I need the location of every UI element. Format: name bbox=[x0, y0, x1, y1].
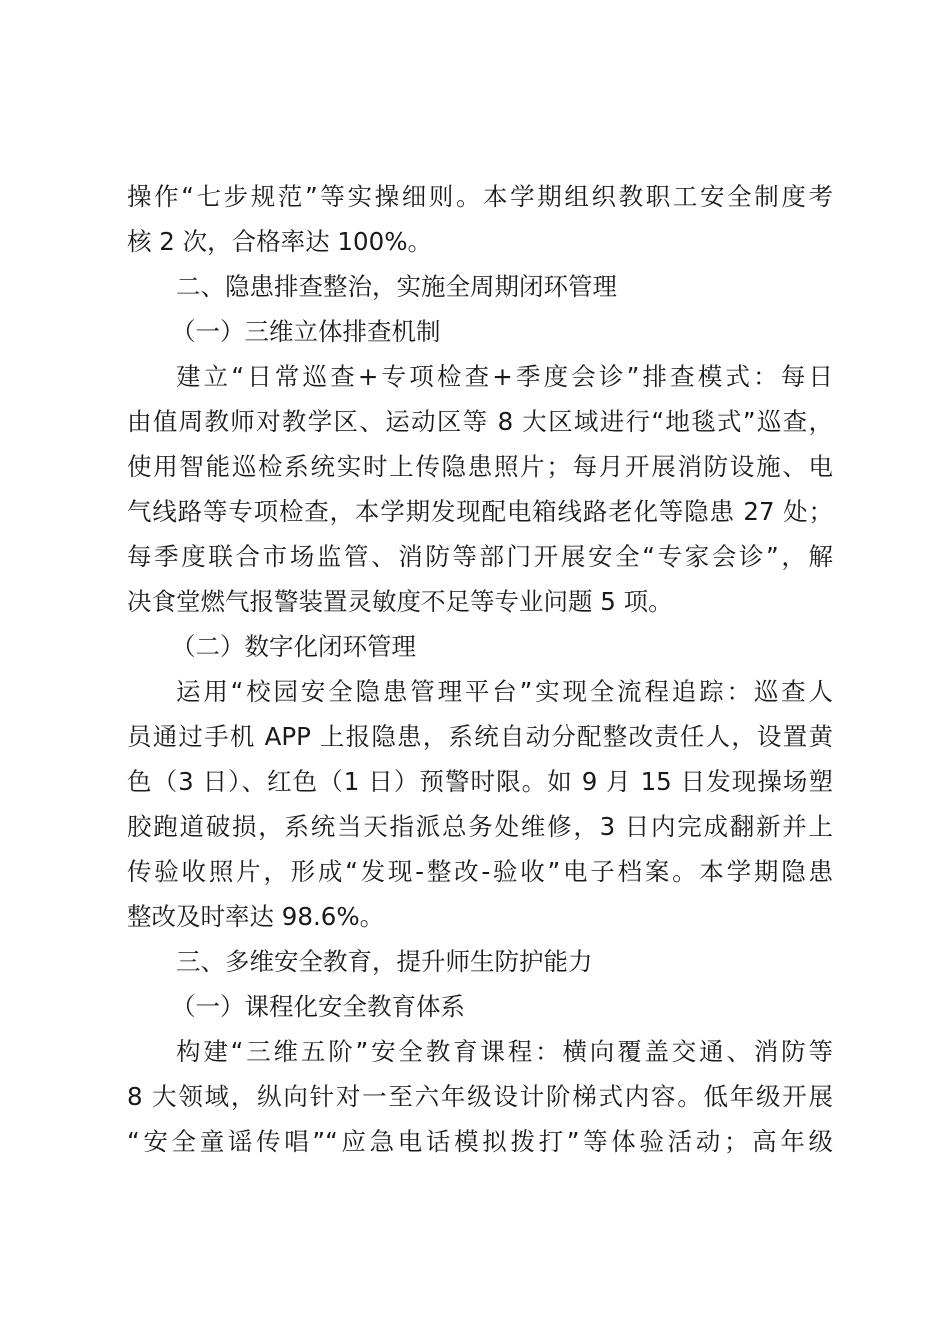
section-heading: 二、隐患排查整治，实施全周期闭环管理 bbox=[176, 272, 617, 301]
text-line: 操作“七步规范”等实操细则。本学期组织教职工安全制度考 bbox=[127, 182, 833, 211]
text-line: 构建“三维五阶”安全教育课程：横向覆盖交通、消防等 bbox=[176, 1037, 833, 1066]
text-line: 气线路等专项检查，本学期发现配电箱线路老化等隐患 27 处； bbox=[127, 497, 833, 526]
subsection-heading: （二）数字化闭环管理 bbox=[171, 632, 416, 661]
text-line: 整改及时率达 98.6%。 bbox=[127, 902, 385, 931]
text-line: 决食堂燃气报警装置灵敏度不足等专业问题 5 项。 bbox=[127, 587, 673, 616]
text-line: 运用“校园安全隐患管理平台”实现全流程追踪：巡查人 bbox=[176, 677, 833, 706]
text-line: 8 大领域，纵向针对一至六年级设计阶梯式内容。低年级开展 bbox=[127, 1082, 833, 1111]
text-line: 使用智能巡检系统实时上传隐患照片；每月开展消防设施、电 bbox=[127, 452, 833, 481]
text-line: 色（3 日）、红色（1 日）预警时限。如 9 月 15 日发现操场塑 bbox=[127, 767, 833, 796]
text-line: 核 2 次，合格率达 100%。 bbox=[127, 227, 432, 256]
text-line: 由值周教师对教学区、运动区等 8 大区域进行“地毯式”巡查， bbox=[127, 407, 833, 436]
document-body bbox=[127, 174, 833, 1164]
text-line: 建立“日常巡查+专项检查+季度会诊”排查模式：每日 bbox=[176, 362, 833, 391]
section-heading: 三、多维安全教育，提升师生防护能力 bbox=[176, 947, 593, 976]
text-line: “安全童谣传唱”“应急电话模拟拨打”等体验活动；高年级 bbox=[127, 1127, 833, 1156]
text-line: 每季度联合市场监管、消防等部门开展安全“专家会诊”，解 bbox=[127, 542, 833, 571]
subsection-heading: （一）课程化安全教育体系 bbox=[171, 992, 465, 1021]
subsection-heading: （一）三维立体排查机制 bbox=[171, 317, 441, 346]
text-line: 传验收照片，形成“发现-整改-验收”电子档案。本学期隐患 bbox=[127, 857, 833, 886]
text-line: 员通过手机 APP 上报隐患，系统自动分配整改责任人，设置黄 bbox=[127, 722, 833, 751]
text-line: 胶跑道破损，系统当天指派总务处维修，3 日内完成翻新并上 bbox=[127, 812, 833, 841]
